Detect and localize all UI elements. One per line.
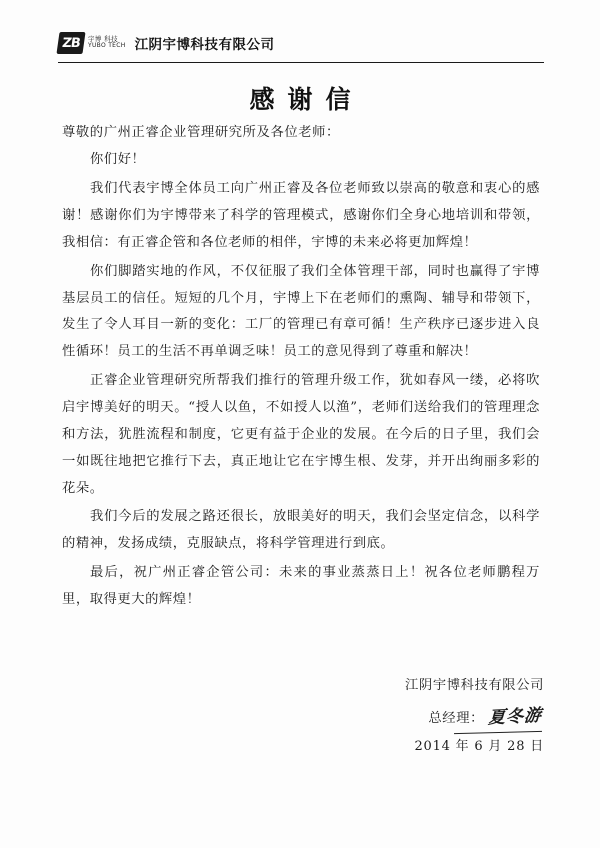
- signature-company: 江阴宇博科技有限公司: [405, 678, 544, 693]
- letter-body: [62, 120, 540, 616]
- company-logo: [58, 32, 126, 54]
- logo-chinese-name: 宇博 科技: [88, 35, 119, 44]
- signature-block: [314, 672, 544, 760]
- logo-english-name: YUBO TECH: [88, 42, 126, 50]
- body-paragraph: 正睿企业管理研究所帮我们推行的管理升级工作，犹如春风一缕，必将吹启宇博美好的明天。“授人以鱼，不如授人以渔”，老师们送给我们的管理理念和方法，犹胜流程和制度，它更有益于企业的发展。在今后的日子里，我们会一如既往地把它推行下去，真正地让它在宇博生根、发芽，并开出绚丽多彩的花朵。: [62, 373, 540, 496]
- header-divider: [58, 62, 544, 63]
- handwritten-signature: 夏冬游: [487, 705, 543, 729]
- body-paragraph: 你们脚踏实地的作风，不仅征服了我们全体管理干部，同时也赢得了宇博基层员工的信任。短短的几个月，宇博上下在老师们的熏陶、辅导和带领下，发生了令人耳目一新的变化：工厂的管理已有章可循！生产秩序已逐步进入良性循环！员工的生活不再单调乏味！员工的意见得到了尊重和解决！: [62, 263, 540, 360]
- body-paragraph: 最后，祝广州正睿企管公司：未来的事业蒸蒸日上！祝各位老师鹏程万里，取得更大的辉煌！: [62, 565, 540, 607]
- page-title: 感谢信: [249, 85, 364, 114]
- logo-wordmark: [88, 36, 126, 49]
- signature-title-line: [428, 700, 544, 733]
- logo-mark-icon: ZB: [56, 32, 85, 54]
- body-paragraph: 我们代表宇博全体员工向广州正睿及各位老师致以崇高的敬意和衷心的感谢！感谢你们为宇博带来了科学的管理模式，感谢你们全身心地培训和带领，我相信：有正睿企管和各位老师的相伴，宇博的未来必将更加辉煌！: [62, 181, 540, 250]
- greeting-line: 你们好！: [90, 152, 146, 168]
- company-name: 江阴宇博科技有限公司: [134, 37, 275, 53]
- signature-title-label: 总经理：: [428, 710, 484, 726]
- salutation: 尊敬的广州正睿企业管理研究所及各位老师：: [62, 125, 340, 140]
- body-paragraph: 我们今后的发展之路还很长，放眼美好的明天，我们会坚定信念，以科学的精神，发扬成绩，克服缺点，将科学管理进行到底。: [62, 509, 540, 552]
- letterhead: [58, 32, 544, 54]
- signature-date: 2014 年 6 月 28 日: [414, 738, 544, 754]
